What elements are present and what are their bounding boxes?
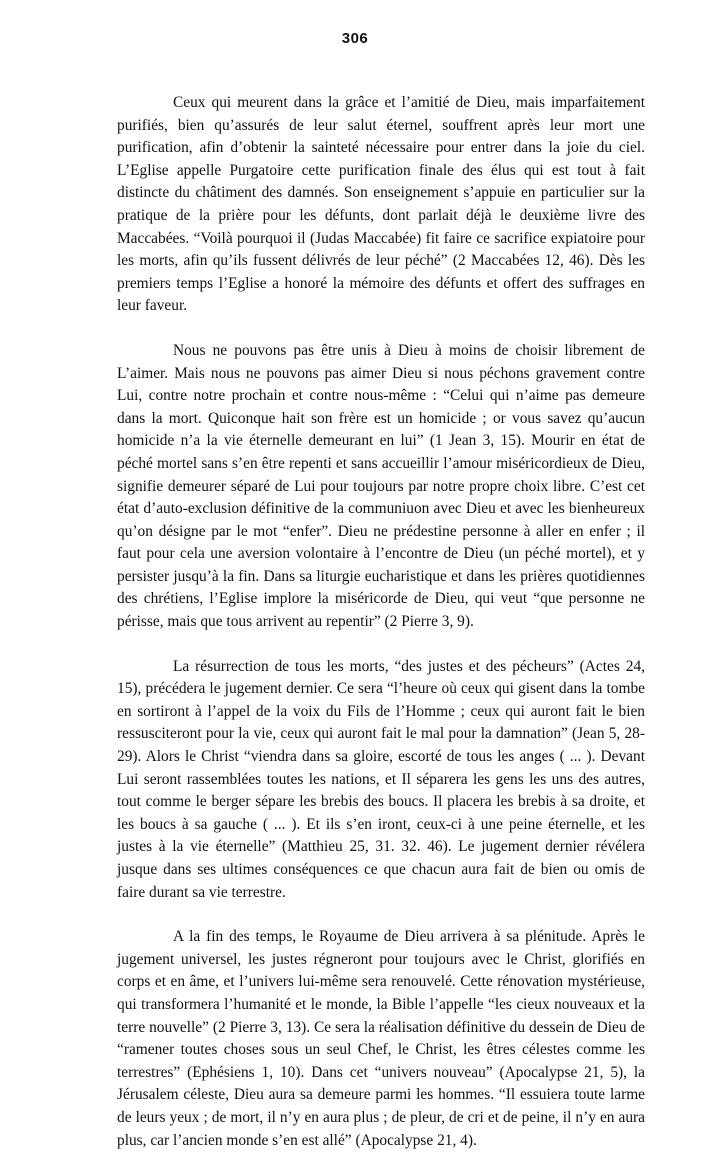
- page-number: 306: [341, 30, 369, 47]
- paragraph-purgatory: Ceux qui meurent dans la grâce et l’amitié de Dieu, mais imparfaitement purifiés, bien qu’assurés de leur salut éternel, souffrent après leur mort une purification, afin d’obtenir la sainteté nécessaire pour entrer dans la joie du ciel. L’Eglise appelle Purgatoire cette purification finale des élus qui est tout à fait distincte du châtiment des damnés. Son enseignement s’appuie en particulier sur la pratique de la prière pour les défunts, dont parlait déjà le deuxième livre des Maccabées. “Voilà pourquoi il (Judas Maccabée) fit faire ce sacrifice expiatoire pour les morts, afin qu’ils fussent délivrés de leur péché” (2 Maccabées 12, 46). Dès les premiers temps l’Eglise a honoré la mémoire des défunts et offert des suffrages en leur faveur.: [117, 94, 645, 315]
- paragraph-new-creation: A la fin des temps, le Royaume de Dieu arrivera à sa plénitude. Après le jugement universel, les justes régneront pour toujours avec le Christ, glorifiés en corps et en âme, et l’univers lui-même sera renouvelé. Cette rénovation mystérieuse, qui transformera l’humanité et le monde, la Bible l’appelle “les cieux nouveaux et la terre nouvelle” (2 Pierre 3, 13). Ce sera la réalisation définitive du dessein de Dieu de “ramener toutes choses sous un seul Chef, le Christ, les êtres célestes comme les terrestres” (Ephésiens 1, 10). Dans cet “univers nouveau” (Apocalypse 21, 5), la Jérusalem céleste, Dieu aura sa demeure parmi les hommes. “Il essuiera toute larme de leurs yeux ; de mort, il n’y en aura plus ; de pleur, de cri et de peine, il n’y en aura plus, car l’ancien monde s’en est allé” (Apocalypse 21, 4).: [117, 928, 645, 1149]
- page-body: [117, 92, 645, 1174]
- paragraph-hell: Nous ne pouvons pas être unis à Dieu à moins de choisir librement de L’aimer. Mais nous ne pouvons pas aimer Dieu si nous péchons gravement contre Lui, contre notre prochain et contre nous-même : “Celui qui n’aime pas demeure dans la mort. Quiconque hait son frère est un homicide ; or vous savez qu’aucun homicide n’a la vie éternelle demeurant en lui” (1 Jean 3, 15). Mourir en état de péché mortel sans s’en être repenti et sans accueillir l’amour miséricordieux de Dieu, signifie demeurer séparé de Lui pour toujours par notre propre choix libre. C’est cet état d’auto-exclusion définitive de la communiuon avec Dieu et avec les bienheureux qu’on désigne par le mot “enfer”. Dieu ne prédestine personne à aller en enfer ; il faut pour cela une aversion volontaire à l’encontre de Dieu (un péché mortel), et y persister jusqu’à la fin. Dans sa liturgie eucharistique et dans les prières quotidiennes des chrétiens, l’Eglise implore la miséricorde de Dieu, qui veut “que personne ne périsse, mais que tous arrivent au repentir” (2 Pierre 3, 9).: [117, 341, 645, 631]
- paragraph-last-judgment: La résurrection de tous les morts, “des justes et des pécheurs” (Actes 24, 15), précédera le jugement dernier. Ce sera “l’heure où ceux qui gisent dans la tombe en sortiront à l’appel de la voix du Fils de l’Homme ; ceux qui auront fait le bien ressusciteront pour la vie, ceux qui auront fait le mal pour la damnation” (Jean 5, 28-29). Alors le Christ “viendra dans sa gloire, escorté de tous les anges ( ... ). Devant Lui seront rassemblées toutes les nations, et Il séparera les gens les uns des autres, tout comme le berger sépare les brebis des boucs. Il placera les brebis à sa droite, et les boucs à sa gauche ( ... ). Et ils s’en iront, ceux-ci à une peine éternelle, et les justes à la vie éternelle” (Matthieu 25, 31. 32. 46). Le jugement dernier révélera jusque dans ses ultimes conséquences ce que chacun aura fait de bien ou omis de faire durant sa vie terrestre.: [117, 657, 645, 901]
